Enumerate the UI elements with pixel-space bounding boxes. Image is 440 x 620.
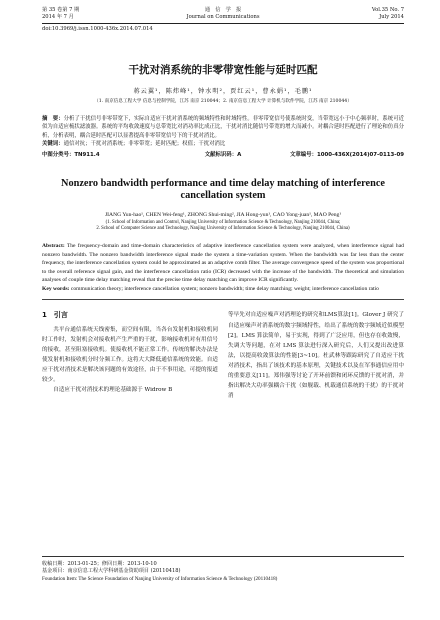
affiliation-cn: （1. 南京信息工程大学 信息与控制学院，江苏 南京 210044；2. 南京信息工程大学 计算机与软件学院，江苏 南京 210044） [94,99,352,104]
received-date: 收稿日期：2013-01-25；修回日期：2013-10-10 [42,561,157,567]
volume-en: Vol.35 No. 7 [371,7,404,13]
paragraph: 自适应干扰对消技术的理论基础源于 Widrow B [53,387,173,394]
authors-cn: 蒋云翼¹，陈炜峰¹，钟水明²，贾红云¹，曹永娟¹，毛鹏¹ [133,88,313,95]
footnote [42,556,404,583]
affiliation-en [42,220,404,233]
doi[interactable]: doi:10.3969/j.issn.1000-436x.2014.07.014 [42,26,153,32]
abstract-en-label: Abstract: [42,243,65,250]
header-right [372,7,404,21]
title-en: Nonzero bandwidth performance and time delay matching of interference cancellation system [61,177,385,202]
abstract-cn-label: 摘 要： [42,116,64,122]
abstract-cn [42,115,404,140]
abstract-cn-text: 分析了干扰信号非零带宽下，实际自适应干扰对消系统的频域特性和时域特性。非零带宽信号使系统时变，当带宽远小于中心频率时，系统可近似为自适应梳状滤波器。系统的平均收敛速度与总带宽比对消功率比成正比，干扰对消比随信号带宽的增大而减小。对耦合延时匹配进行了理论和仿真分析，分析表明，耦合延时匹配可以显著提高非零带宽信号下的干扰对消比。 [42,116,404,139]
abstract-en [42,242,404,293]
funding-en: Foundation Item: The Science Foundation of Nanjing University of Information Science & Technology (20110418) [42,575,278,582]
keywords-cn [42,140,404,148]
keywords-en-label: Key words: [42,285,70,292]
header-center [42,7,404,21]
affiliation-en-2: 2. School of Computer Science and Technology, Nanjing University of Information Science & Technology, Nanjing 210044, China) [96,226,350,232]
article-number: 文章编号：1000-436X(2014)07-0113-09 [290,151,405,158]
date-en: July 2014 [379,14,404,20]
section-heading: 1 引言 [42,311,68,320]
keywords-cn-text: 通信对抗；干扰对消系统；非零带宽；延时匹配；权值；干扰对消比 [63,140,226,147]
document-code: 文献标识码：A [204,151,242,158]
paragraph: 共平台通信系统天线密集，而空间有限，当各台发射机和接收机同时工作时，发射机会对接收机产生严重的干扰，影响接收机对有用信号的接收，甚至阻塞接收机。使接收机不能正常工作。传统的解决办法是使发射机和接收机分时分频工作。这将大大降低通信系统的效能。自适应干扰对消技术是解决该问题的有效途径，由于不事用途，可提的报道较少。 [42,326,218,384]
body-columns [42,310,404,401]
section-divider [42,299,404,300]
journal-name-cn: 通 信 学 报 [204,7,242,13]
funding-cn: 基金项目：南京信息工程大学科研基金资助项目 (20110418) [42,568,181,575]
clc-number: 中图分类号：TN911.4 [42,151,100,158]
title-cn: 干扰对消系统的非零带宽性能与延时匹配 [128,64,318,76]
classification-line [42,150,404,158]
body-column-right [228,310,404,401]
paragraph: 等早先对自适应噪声对消理论的研究和LMS算法[1]。Glover J 研究了自适应噪声对消系统的数字频域特性，给出了系统的数字频域近似模型[2]。LMS 算法简单，易于实现，得到了广泛应用，但也存在收敛慢，失调大等问题，在对 LMS 算法进行深入研究后，人们又提出改进算法，以提高收敛算法的性能[3~10]。杜武林等跟踪研究了自适应干扰对消技术，指出了该技术的基本原理，关键技术以及在军事通信应用中的重要意义[11]。郑伟强等讨论了开环前馈和闭环反馈的干扰对消，并指出解决大功率强耦合干扰（如舰载、机载通信系统的干扰）的干扰对消 [228,312,404,400]
authors-en: JIANG Yun-hao¹, CHEN Wei-feng¹, ZHONG Shui-ming², JIA Hong-yun¹, CAO Yong-juan¹, MAO Peng¹ [105,211,341,218]
keywords-cn-label: 关键词： [42,140,64,147]
affiliation-en-1: (1. School of Information and Control, Nanjing University of Information Science & Technology, Nanjing 210044, China; [105,219,341,225]
volume-cn: 第 35 卷第 7 期 [42,7,80,13]
date-cn: 2014 年 7 月 [42,14,74,20]
running-header [42,0,404,38]
keywords-en-text: communication theory; interference cancellation system; nonzero bandwidth; time delay matching; weight; interference cancellation ratio [70,285,379,292]
header-rule [42,23,404,24]
abstract-en-text: The frequency-domain and time-domain characteristics of adaptive interference cancellation system were analyzed, when interference signal had nonzero bandwidth. The nonzero bandwidth interference signal made the system a time-variation system. When the bandwidth was far less than the center frequency, the interference cancellation system could be approximated as an adaptive comb filter. The average convergence speed of the system was proportional to the overall reference signal gain, and the interference cancellation ratio (ICR) decreased with the increase of the bandwidth. The theoretical and simulation analyses of couple time delay matching reveal that the precise time delay matching can improve ICR significantly. [42,243,404,284]
journal-name-en: Journal on Communications [186,14,260,20]
body-column-left [42,310,218,401]
